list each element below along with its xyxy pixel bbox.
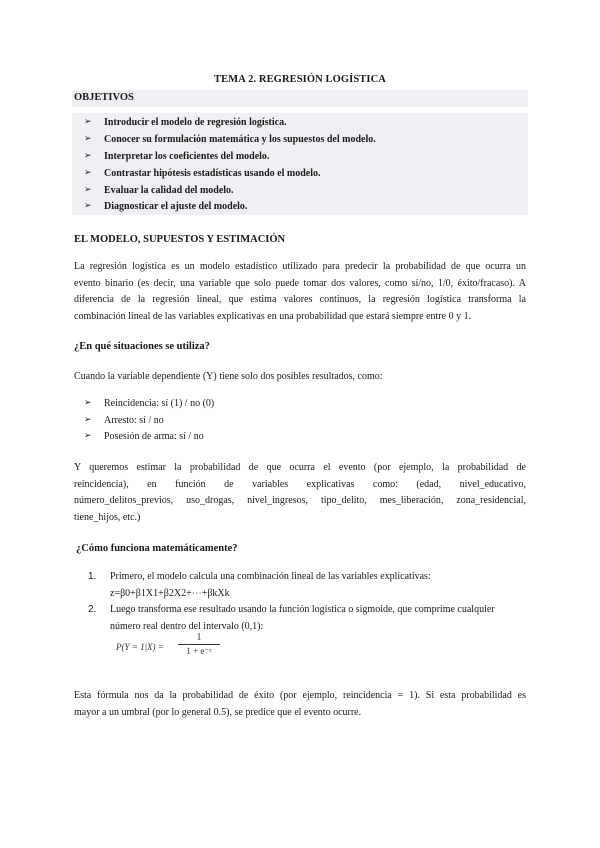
- objective-item: ➢ Conocer su formulación matemática y los supuestos del modelo.: [84, 134, 376, 145]
- section-heading: EL MODELO, SUPUESTOS Y ESTIMACIÓN: [74, 234, 286, 245]
- arrow-bullet-icon: ➢: [84, 134, 92, 144]
- objective-item: ➢ Interpretar los coeficientes del modelo.: [84, 151, 270, 162]
- page-title: TEMA 2. REGRESIÓN LOGÍSTICA: [214, 74, 386, 85]
- formula-lhs: P(Y = 1|X) =: [116, 642, 164, 652]
- objective-item: ➢ Evaluar la calidad del modelo.: [84, 185, 234, 196]
- objective-item: ➢ Contrastar hipótesis estadísticas usando el modelo.: [84, 168, 321, 179]
- sigmoid-formula: [116, 632, 212, 656]
- math-closing-paragraph: Esta fórmula nos da la probabilidad de éxito (por ejemplo, reincidencia = 1). Si esta probabilidad es mayor a un umbral (por lo general 0.5), se predice que el evento ocurre.: [74, 690, 526, 718]
- arrow-bullet-icon: ➢: [84, 398, 92, 408]
- usage-closing-paragraph: Y queremos estimar la probabilidad de que ocurra el evento (por ejemplo, la probabilidad de reincidencia), en función de variables explicativas como: (edad, nivel_educativo, número_delitos_previos, uso_drogas, nivel_ingresos, tipo_delito, mes_liberación, zona_residencial, tiene_hijos, etc.): [74, 462, 526, 523]
- step-number: 1.: [88, 571, 97, 582]
- usage-lead: Cuando la variable dependiente (Y) tiene solo dos posibles resultados, como:: [74, 371, 383, 382]
- arrow-bullet-icon: ➢: [84, 201, 92, 211]
- arrow-bullet-icon: ➢: [84, 415, 92, 425]
- math-heading: ¿Cómo funciona matemáticamente?: [76, 543, 238, 554]
- arrow-bullet-icon: ➢: [84, 185, 92, 195]
- objectives-list-box: [72, 113, 528, 215]
- arrow-bullet-icon: ➢: [84, 151, 92, 161]
- objectives-heading: OBJETIVOS: [74, 92, 134, 103]
- example-item: ➢ Arresto: sí / no: [84, 415, 164, 426]
- step-number: 2.: [88, 604, 97, 615]
- formula-numerator: 1: [178, 632, 220, 645]
- usage-heading: ¿En qué situaciones se utiliza?: [74, 341, 210, 352]
- step-text: Primero, el modelo calcula una combinación lineal de las variables explicativas: z=β0+β1X1+β2X2+⋯+βkXk: [110, 571, 431, 599]
- objective-item: ➢ Diagnosticar el ajuste del modelo.: [84, 201, 248, 212]
- formula-fraction: [178, 632, 220, 657]
- example-item: ➢ Reincidencia: sí (1) / no (0): [84, 398, 215, 409]
- arrow-bullet-icon: ➢: [84, 117, 92, 127]
- step-text: Luego transforma ese resultado usando la función logística o sigmoide, que comprime cualquier número real dentro del intervalo (0,1):: [110, 604, 495, 632]
- arrow-bullet-icon: ➢: [84, 168, 92, 178]
- example-item: ➢ Posesión de arma: sí / no: [84, 431, 204, 442]
- formula-denominator: 1 + e⁻ᶻ: [186, 646, 212, 656]
- arrow-bullet-icon: ➢: [84, 431, 92, 441]
- objective-item: ➢ Introducir el modelo de regresión logística.: [84, 117, 287, 128]
- objectives-heading-bar: [72, 90, 528, 107]
- intro-paragraph: La regresión logística es un modelo estadístico utilizado para predecir la probabilidad de que ocurra un evento binario (es decir, una variable que solo puede tomar dos valores, como sí/no, 1/0, éxito/fracaso). A diferencia de la regresión lineal, que estima valores continuos, la regresión logística transforma la combinación lineal de las variables explicativas en una probabilidad que estará siempre entre 0 y 1.: [74, 261, 526, 322]
